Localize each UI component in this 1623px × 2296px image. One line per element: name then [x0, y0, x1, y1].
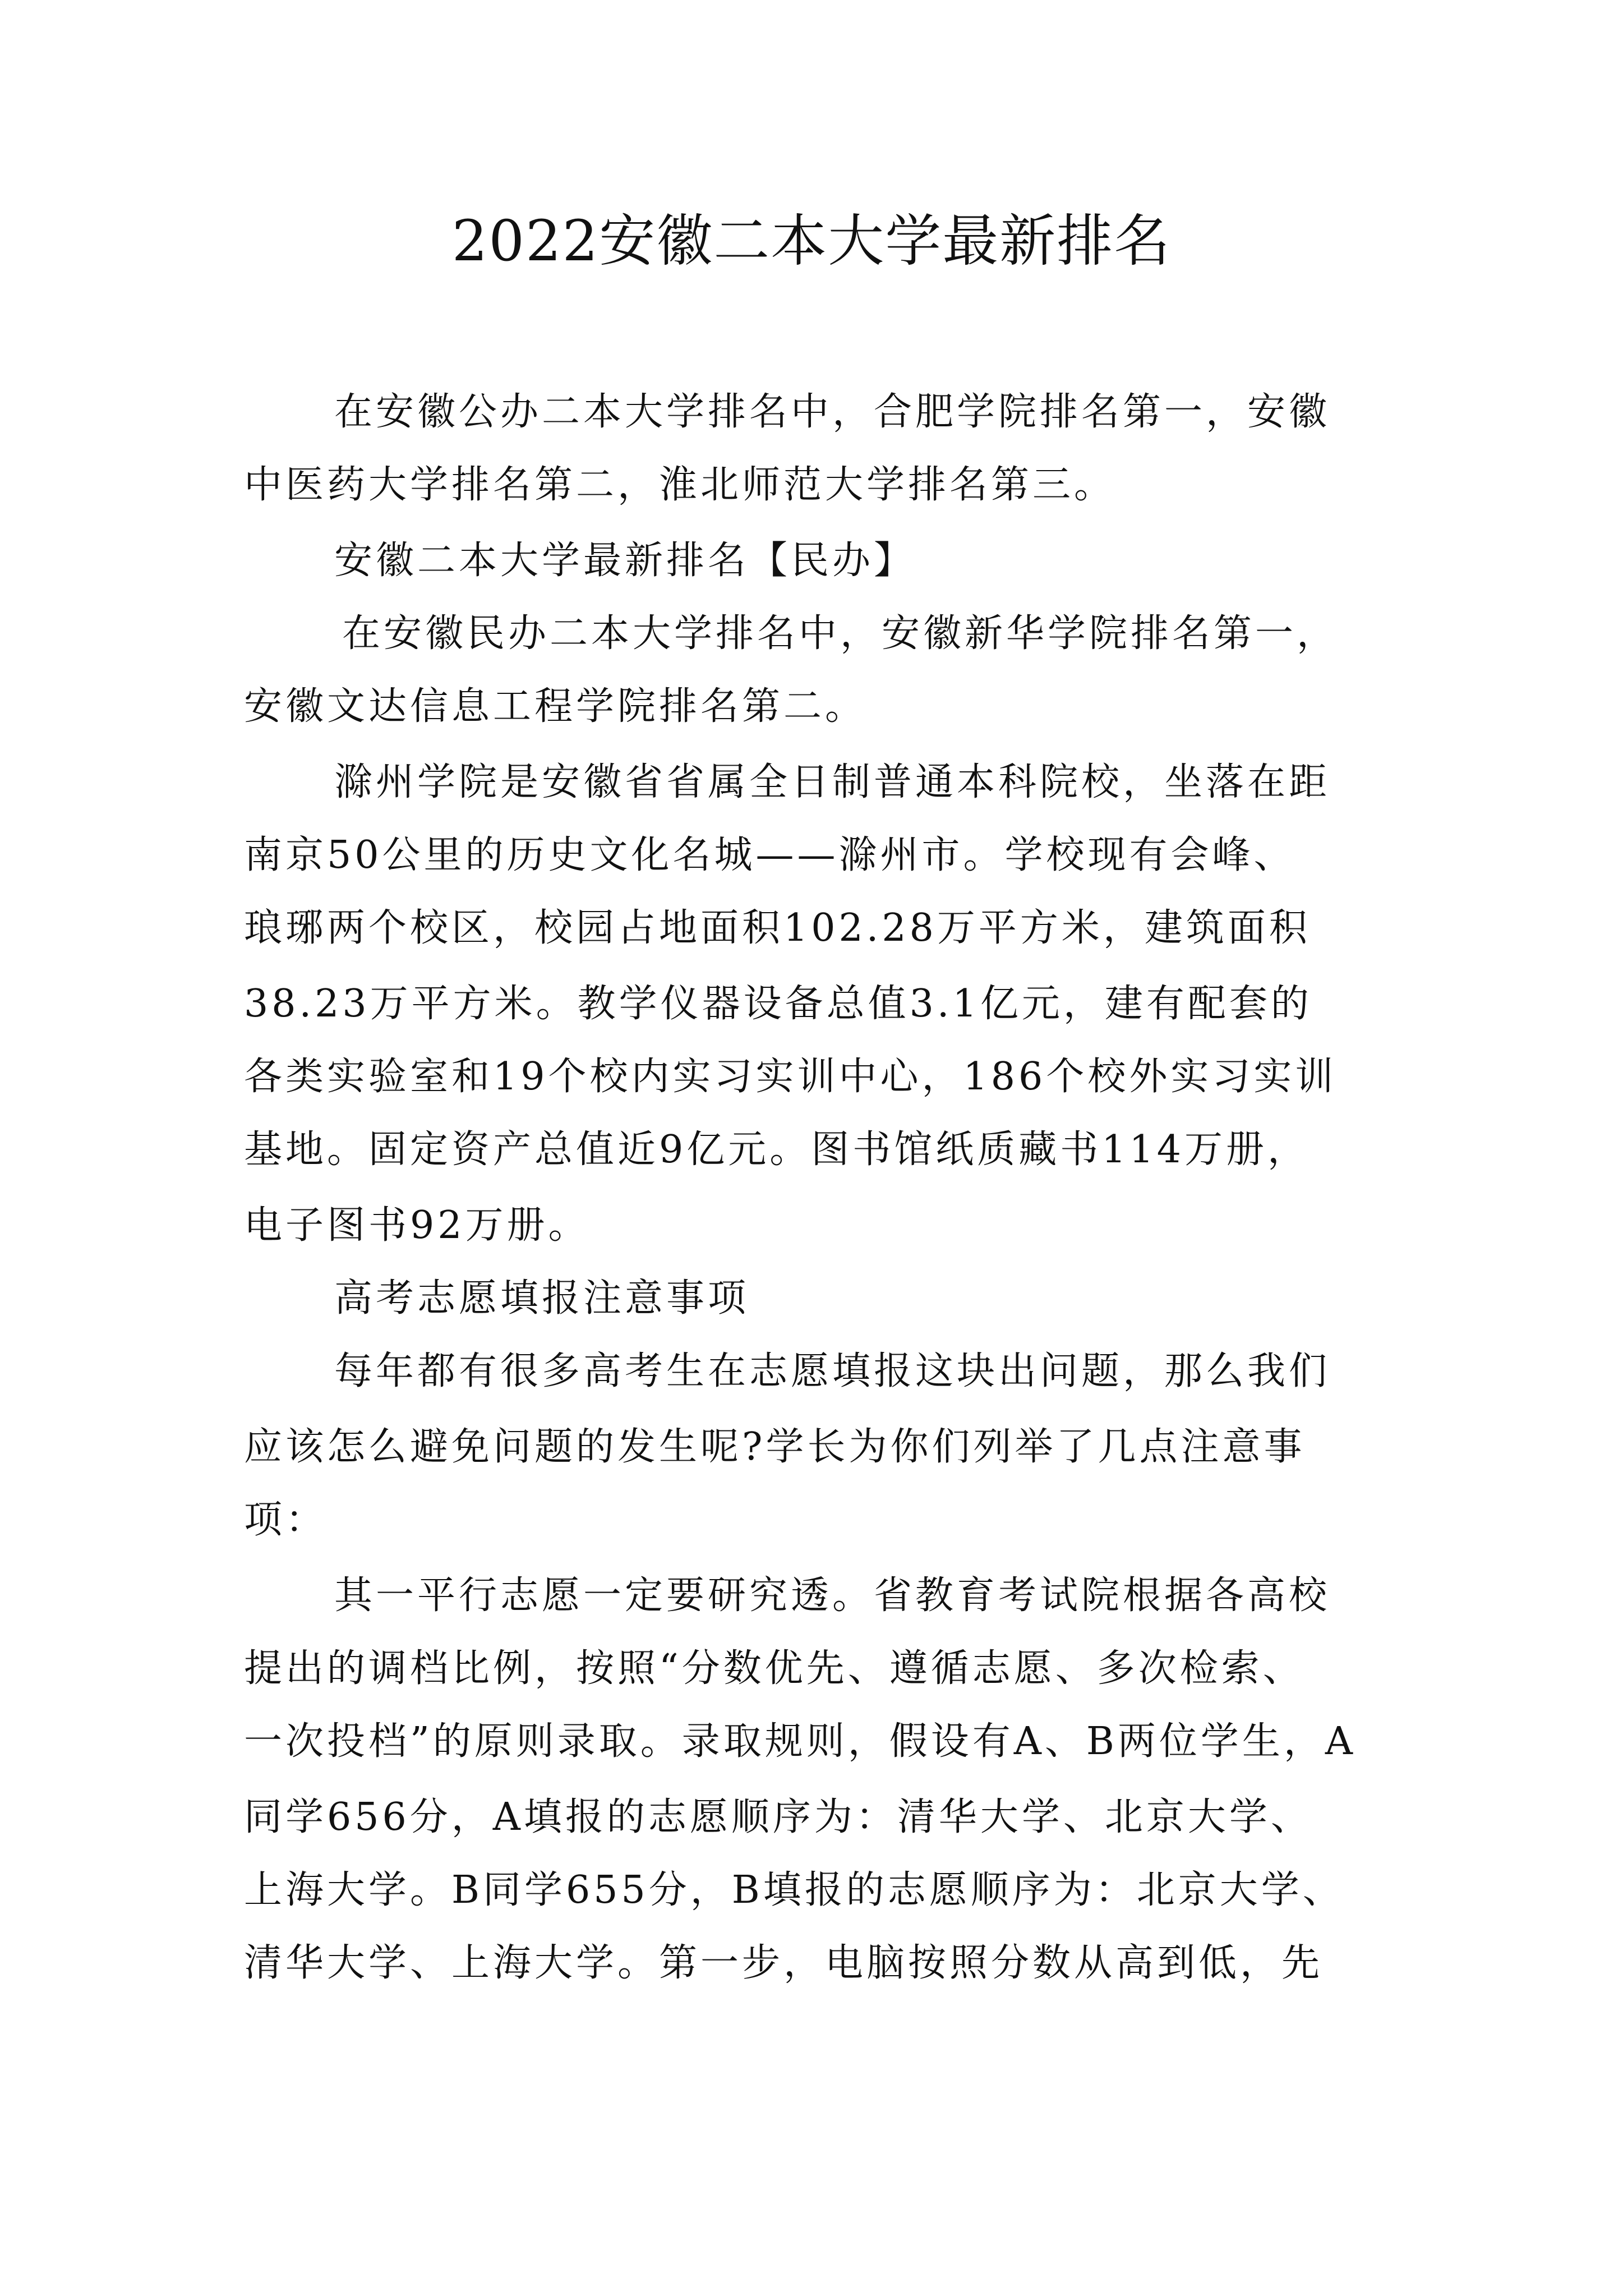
paragraph-line: 上海大学。B同学655分，B填报的志愿顺序为：北京大学、	[244, 1868, 1344, 1912]
paragraph-line: 应该怎么避免问题的发生呢?学长为你们列举了几点注意事	[244, 1425, 1306, 1469]
paragraph-line: 基地。固定资产总值近9亿元。图书馆纸质藏书114万册，	[244, 1128, 1310, 1172]
section-heading: 安徽二本大学最新排名【民办】	[334, 539, 916, 583]
paragraph-line: 其一平行志愿一定要研究透。省教育考试院根据各高校	[334, 1573, 1331, 1618]
paragraph-line: 一次投档”的原则录取。录取规则，假设有A、B两位学生，A	[244, 1719, 1356, 1764]
paragraph-line: 同学656分，A填报的志愿顺序为：清华大学、北京大学、	[244, 1795, 1312, 1839]
paragraph-line: 安徽文达信息工程学院排名第二。	[244, 684, 867, 729]
paragraph-line: 清华大学、上海大学。第一步，电脑按照分数从高到低，先	[244, 1941, 1324, 1985]
paragraph-line: 38.23万平方米。教学仪器设备总值3.1亿元，建有配套的	[244, 982, 1312, 1026]
paragraph-line: 滁州学院是安徽省省属全日制普通本科院校，坐落在距	[334, 760, 1331, 804]
paragraph-line: 提出的调档比例，按照“分数优先、遵循志愿、多次检索、	[244, 1646, 1304, 1691]
paragraph-line: 中医药大学排名第二，淮北师范大学排名第三。	[244, 463, 1116, 507]
paragraph-line: 电子图书92万册。	[244, 1203, 590, 1248]
paragraph-line: 各类实验室和19个校内实习实训中心，186个校外实习实训	[244, 1055, 1337, 1099]
paragraph-line: 在安徽公办二本大学排名中，合肥学院排名第一，安徽	[334, 390, 1331, 434]
paragraph-line: 在安徽民办二本大学排名中，安徽新华学院排名第一，	[342, 611, 1339, 656]
section-heading: 高考志愿填报注意事项	[334, 1276, 750, 1320]
document-title: 2022安徽二本大学最新排名	[451, 208, 1172, 274]
paragraph-line: 每年都有很多高考生在志愿填报这块出问题，那么我们	[334, 1349, 1331, 1393]
paragraph-line: 项：	[244, 1498, 328, 1542]
paragraph-line: 琅琊两个校区，校园占地面积102.28万平方米，建筑面积	[244, 906, 1311, 950]
paragraph-line: 南京50公里的历史文化名城——滁州市。学校现有会峰、	[244, 833, 1295, 877]
